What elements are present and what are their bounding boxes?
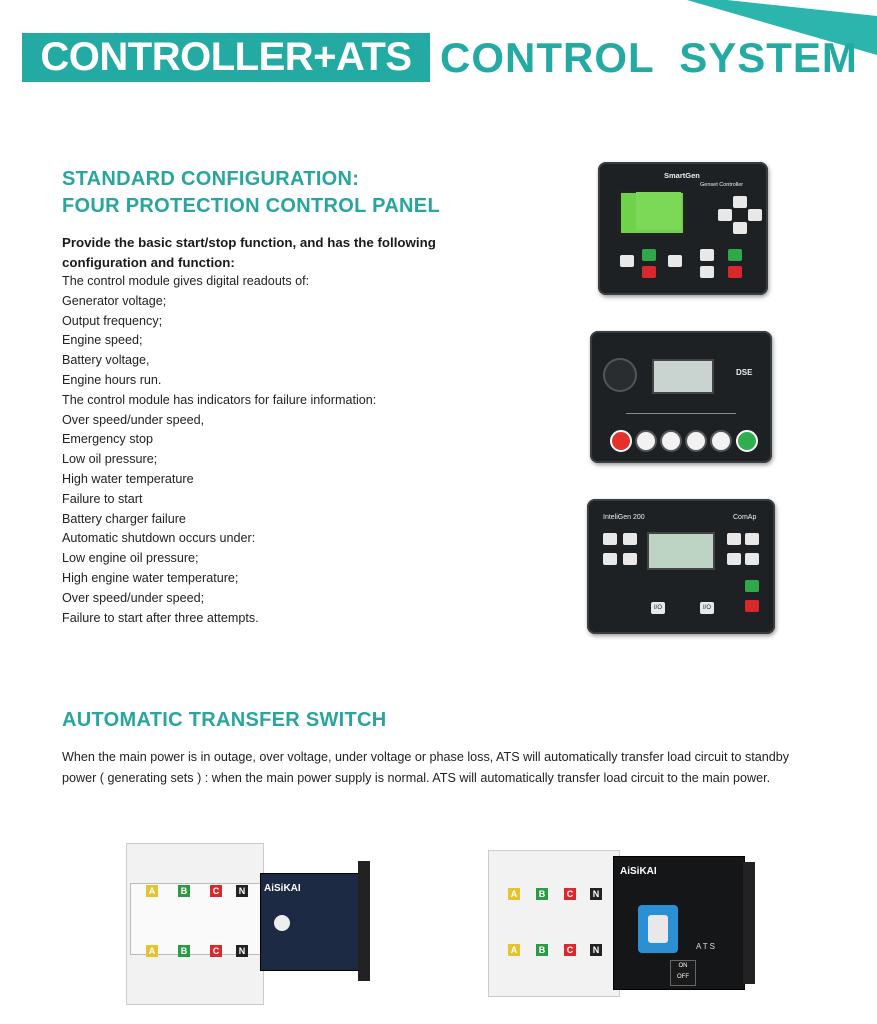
start-button (736, 430, 758, 452)
controller-brand: InteliGen 200 (603, 514, 645, 521)
list-item: Battery voltage, (62, 353, 150, 368)
up-button (733, 196, 747, 208)
pole-label: N (236, 885, 248, 897)
pole-label: B (536, 888, 548, 900)
test-button (700, 266, 714, 278)
controller-model: Genset Controller (700, 182, 744, 188)
right-arrow-button (623, 533, 637, 545)
list-item: Failure to start after three attempts. (62, 610, 259, 625)
on-label: ON (678, 963, 688, 969)
title-rest: CONTROL SYSTEM (440, 34, 858, 81)
start-button (745, 580, 759, 592)
right-button (748, 209, 762, 221)
pole-label: B (178, 885, 190, 897)
list-item: Automatic shutdown occurs under: (62, 531, 256, 546)
pole-label: A (508, 944, 520, 956)
pole-label: A (508, 888, 520, 900)
start-button (642, 249, 656, 261)
controller-brand: DSE (736, 368, 753, 377)
ats-brand: AiSiKAI (264, 883, 301, 894)
test-button (685, 430, 707, 452)
ats-switch-image-1 (124, 843, 374, 1005)
lcd-screen (652, 359, 714, 394)
title-boxed: CONTROLLER+ATS (22, 33, 430, 82)
horn-button (603, 553, 617, 565)
pole-label: C (210, 885, 222, 897)
ats-rail (358, 861, 370, 981)
stop-button (642, 266, 656, 278)
nav-wheel-icon (603, 358, 637, 392)
pole-label: C (564, 944, 576, 956)
ats-rail (743, 862, 755, 984)
list-item: Engine hours run. (62, 372, 162, 387)
pole-label: N (590, 944, 602, 956)
stop-button (745, 600, 759, 612)
ats-onoff-switch (670, 960, 696, 986)
section1-lead: Provide the basic start/stop function, and has the following configuration and function: (62, 235, 436, 270)
left-arrow-button (603, 533, 617, 545)
section1-heading-line1: STANDARD CONFIGURATION: (62, 168, 360, 190)
stop-button (610, 430, 632, 452)
corner-decoration-stripe (727, 0, 877, 16)
left-button (718, 209, 732, 221)
pole-label: A (146, 885, 158, 897)
pole-label: C (564, 888, 576, 900)
comap-controller-image (587, 499, 775, 634)
list-item: High engine water temperature; (62, 570, 239, 585)
ats-label: ATS (696, 942, 717, 951)
section1-heading-line2: FOUR PROTECTION CONTROL PANEL (62, 195, 440, 217)
run-button (728, 249, 742, 261)
list-item: Over speed/under speed, (62, 412, 205, 427)
ats-switch-image-2 (488, 850, 760, 995)
pole-label: N (236, 945, 248, 957)
manual-button (635, 430, 657, 452)
mode-button (620, 255, 634, 267)
fault-reset-button (623, 553, 637, 565)
pole-label: C (210, 945, 222, 957)
dse-controller-image (590, 331, 772, 463)
list-item: Engine speed; (62, 333, 143, 348)
list-item: The control module has indicators for failure information: (62, 392, 377, 407)
breaker-button (710, 430, 732, 452)
feature-list (62, 272, 376, 628)
list-item: Over speed/under speed; (62, 590, 205, 605)
down-button (733, 222, 747, 234)
up-button (727, 533, 741, 545)
list-item: The control module gives digital readouts of: (62, 274, 310, 288)
controller-brand: SmartGen (664, 171, 700, 180)
list-item: Failure to start (62, 491, 143, 506)
ats-handle (648, 915, 668, 943)
off-button (728, 266, 742, 278)
auto-button (700, 249, 714, 261)
auto-button (660, 430, 682, 452)
lcd-display (636, 192, 681, 230)
pole-label: B (178, 945, 190, 957)
section2-paragraph: When the main power is in outage, over voltage, under voltage or phase loss, ATS will automatically transfer load circuit to standby power ( generating sets ) : when the main power supply is normal. ATS will automatically transfer load circuit to the main power. (62, 750, 790, 785)
list-item: Battery charger failure (62, 511, 186, 526)
down-button (727, 553, 741, 565)
mcb-button: I/O (700, 602, 714, 614)
list-item: Low engine oil pressure; (62, 551, 199, 566)
smartgen-controller-image (598, 162, 768, 295)
pole-label: A (146, 945, 158, 957)
ats-knob (274, 915, 290, 931)
list-item: High water temperature (62, 471, 194, 486)
pole-label: N (590, 888, 602, 900)
page-button (745, 533, 759, 545)
list-item: Output frequency; (62, 313, 163, 328)
off-label: OFF (677, 974, 689, 980)
list-item: Emergency stop (62, 432, 153, 447)
lcd-screen (647, 532, 715, 570)
list-item: Low oil pressure; (62, 452, 158, 467)
ats-frame (488, 850, 620, 997)
list-item: Generator voltage; (62, 293, 167, 308)
section2-heading: AUTOMATIC TRANSFER SWITCH (62, 709, 387, 731)
pole-label: B (536, 944, 548, 956)
controller-maker: ComAp (733, 514, 757, 521)
manual-button (668, 255, 682, 267)
gcb-button: I/O (651, 602, 665, 614)
ats-brand: AiSiKAI (620, 866, 657, 877)
mimic-line (626, 413, 736, 414)
enter-button (745, 553, 759, 565)
